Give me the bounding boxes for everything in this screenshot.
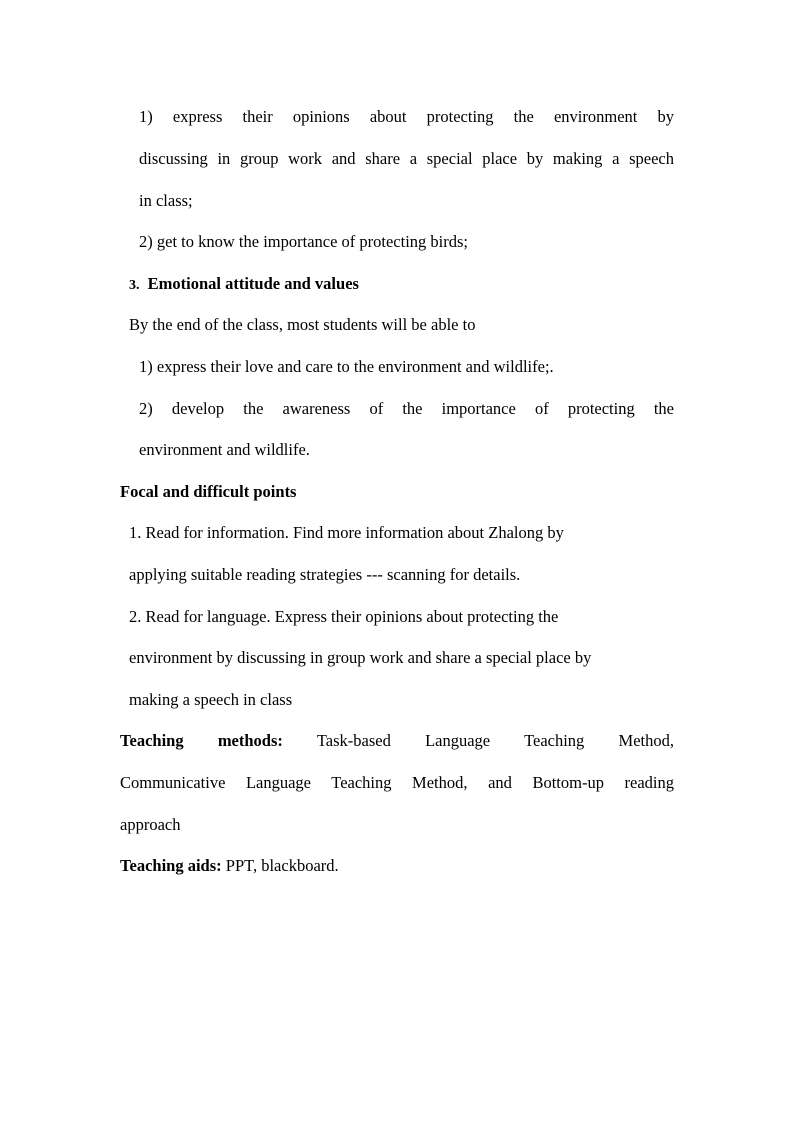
skill-item-1-number: 1): [139, 107, 153, 126]
skill-item-2-text: get to know the importance of protecting birds;: [156, 232, 469, 251]
emotional-item-1-text: express their love and care to the environment and wildlife;.: [156, 357, 554, 376]
emotional-heading: [129, 274, 359, 296]
focal-point-1-line-1: [129, 523, 564, 543]
focal-point-2-line-2: environment by discussing in group work and share a special place by: [129, 648, 592, 667]
teaching-methods-label: Teaching methods:: [120, 731, 283, 750]
skill-item-1-line-3: in class;: [139, 191, 193, 210]
skill-item-2-number: 2): [139, 232, 153, 251]
skill-item-2: [139, 232, 468, 252]
emotional-heading-text: Emotional attitude and values: [147, 274, 359, 293]
focal-point-2-text-line-1: Read for language. Express their opinions about protecting the: [145, 607, 559, 626]
teaching-aids-label: Teaching aids:: [120, 856, 222, 875]
teaching-aids: [120, 856, 339, 876]
skill-item-1-line-1: [139, 107, 674, 127]
focal-point-2-line-1: [129, 607, 558, 627]
focal-point-2-line-3: making a speech in class: [129, 690, 293, 709]
emotional-item-2-text-line-1: develop the awareness of the importance of protecting the: [171, 399, 675, 418]
focal-point-1-number: 1.: [129, 523, 142, 542]
emotional-heading-number: 3.: [129, 278, 140, 293]
teaching-methods-line-1: [120, 731, 674, 751]
teaching-methods-text-1: Task-based Language Teaching Method,: [316, 731, 675, 750]
emotional-item-2-line-2: environment and wildlife.: [139, 440, 310, 459]
emotional-item-1-number: 1): [139, 357, 153, 376]
focal-heading: Focal and difficult points: [120, 482, 297, 501]
focal-point-1-text-line-1: Read for information. Find more information about Zhalong by: [145, 523, 564, 542]
focal-point-1-line-2: applying suitable reading strategies --- scanning for details.: [129, 565, 521, 584]
teaching-aids-text: PPT, blackboard.: [225, 856, 339, 875]
emotional-intro: By the end of the class, most students will be able to: [129, 315, 476, 334]
emotional-item-2-number: 2): [139, 399, 153, 418]
skill-item-1-line-2: discussing in group work and share a special place by making a speech: [139, 149, 674, 168]
skill-item-1-text-line-1: express their opinions about protecting the environment by: [172, 107, 674, 126]
focal-point-2-number: 2.: [129, 607, 142, 626]
emotional-item-2-line-1: [139, 399, 674, 419]
teaching-methods-line-3: approach: [120, 815, 181, 834]
emotional-item-1: [139, 357, 554, 377]
teaching-methods-line-2: Communicative Language Teaching Method, and Bottom-up reading: [120, 773, 674, 792]
